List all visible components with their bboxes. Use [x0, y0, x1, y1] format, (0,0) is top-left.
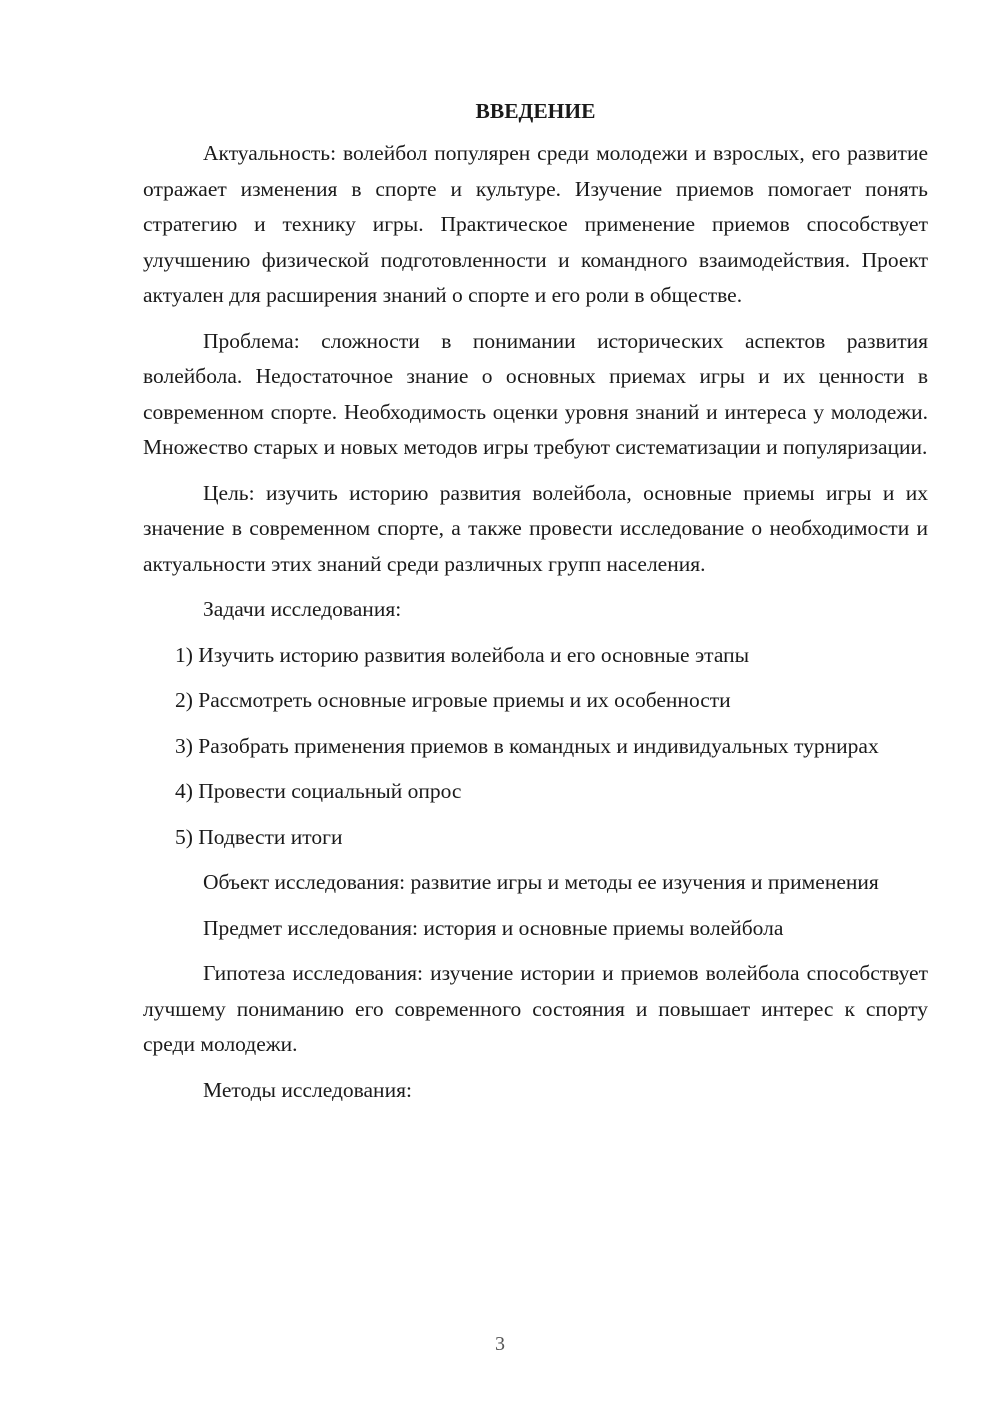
paragraph-object: Объект исследования: развитие игры и методы ее изучения и применения — [203, 870, 879, 894]
paragraph-hypothesis: Гипотеза исследования: изучение истории и приемов волейбола способствует лучшему пониманию его современного состояния и повышает интерес к спорту среди молодежи. — [143, 961, 928, 1056]
page-number: 3 — [495, 1333, 505, 1355]
task-item-4: 4) Провести социальный опрос — [175, 779, 462, 803]
task-item-1: 1) Изучить историю развития волейбола и его основные этапы — [175, 642, 750, 667]
document-page — [143, 96, 928, 1118]
paragraph-relevance: Актуальность: волейбол популярен среди молодежи и взрослых, его развитие отражает изменения в спорте и культуре. Изучение приемов помогает понять стратегию и технику игры. Практическое применение приемов способствует улучшению физической подготовленности и командного взаимодействия. Проект актуален для расширения знаний о спорте и его роли в обществе. — [143, 141, 928, 307]
paragraph-goal: Цель: изучить историю развития волейбола, основные приемы игры и их значение в современном спорте, а также провести исследование о необходимости и актуальности этих знаний среди различных групп населения. — [143, 480, 928, 576]
methods-heading: Методы исследования: — [203, 1077, 412, 1102]
task-item-5: 5) Подвести итоги — [175, 824, 343, 849]
paragraph-subject: Предмет исследования: история и основные приемы волейбола — [203, 915, 784, 940]
task-item-2: 2) Рассмотреть основные игровые приемы и их особенности — [175, 688, 731, 712]
tasks-heading: Задачи исследования: — [203, 597, 402, 621]
task-item-3: 3) Разобрать применения приемов в командных и индивидуальных турнирах — [175, 733, 879, 758]
paragraph-problem: Проблема: сложности в понимании исторических аспектов развития волейбола. Недостаточное знание о основных приемах игры и их ценности в современном спорте. Необходимость оценки уровня знаний и интереса у молодежи. Множество старых и новых методов игры требуют систематизации и популяризации. — [143, 328, 928, 459]
page-title: ВВЕДЕНИЕ — [475, 99, 596, 123]
